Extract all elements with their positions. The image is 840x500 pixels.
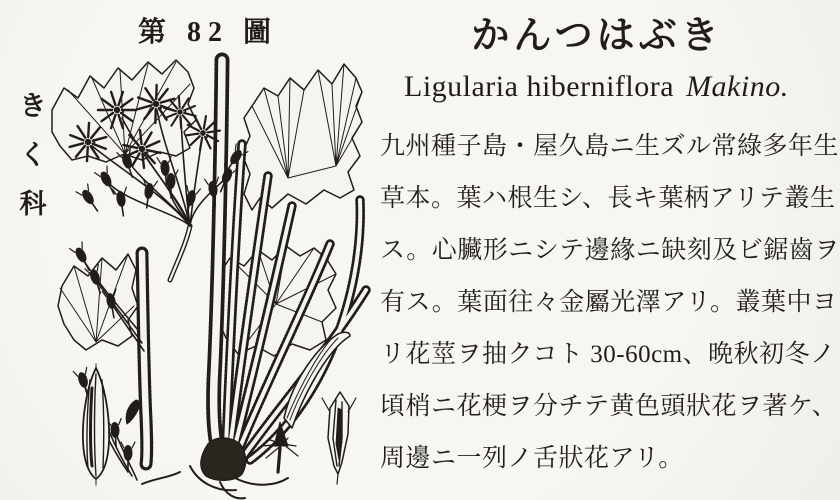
family-char: き <box>19 91 47 121</box>
family-char: く <box>19 140 47 170</box>
flower-stalk <box>214 60 222 440</box>
species-article <box>380 0 840 500</box>
bract <box>126 400 141 424</box>
description-line: ス。心臟形ニシテ邊緣ニ缺刻及ビ鋸齒ヲ <box>380 237 840 264</box>
latin-genus-species: Ligularia hiberniflora <box>404 70 675 103</box>
figure-caption: 第 82 圖 <box>138 17 279 48</box>
description-line: 周邊ニ一列ノ舌狀花アリ。 <box>380 445 684 472</box>
description-line: 有ス。葉面往々金屬光澤アリ。叢葉中ヨ <box>380 289 838 316</box>
description-line: 草本。葉ハ根生シ、長キ葉柄アリテ叢生 <box>380 185 836 212</box>
latin-name <box>404 70 789 104</box>
latin-author: Makino. <box>686 70 789 103</box>
description-line: 頃梢ニ花梗ヲ分チテ黄色頭狀花ヲ著ケ、 <box>380 393 838 420</box>
family-char: 科 <box>19 189 47 219</box>
disc-floret-detail <box>322 392 356 484</box>
species-title-kana: かんつはぶき <box>471 15 723 57</box>
description-line: リ花莖ヲ抽クコト 30-60cm、晩秋初冬ノ <box>380 341 836 368</box>
species-description <box>380 121 840 485</box>
leaf-right-large <box>242 64 362 210</box>
description-line: 九州種子島・屋久島ニ生ズル常綠多年生 <box>380 133 840 160</box>
